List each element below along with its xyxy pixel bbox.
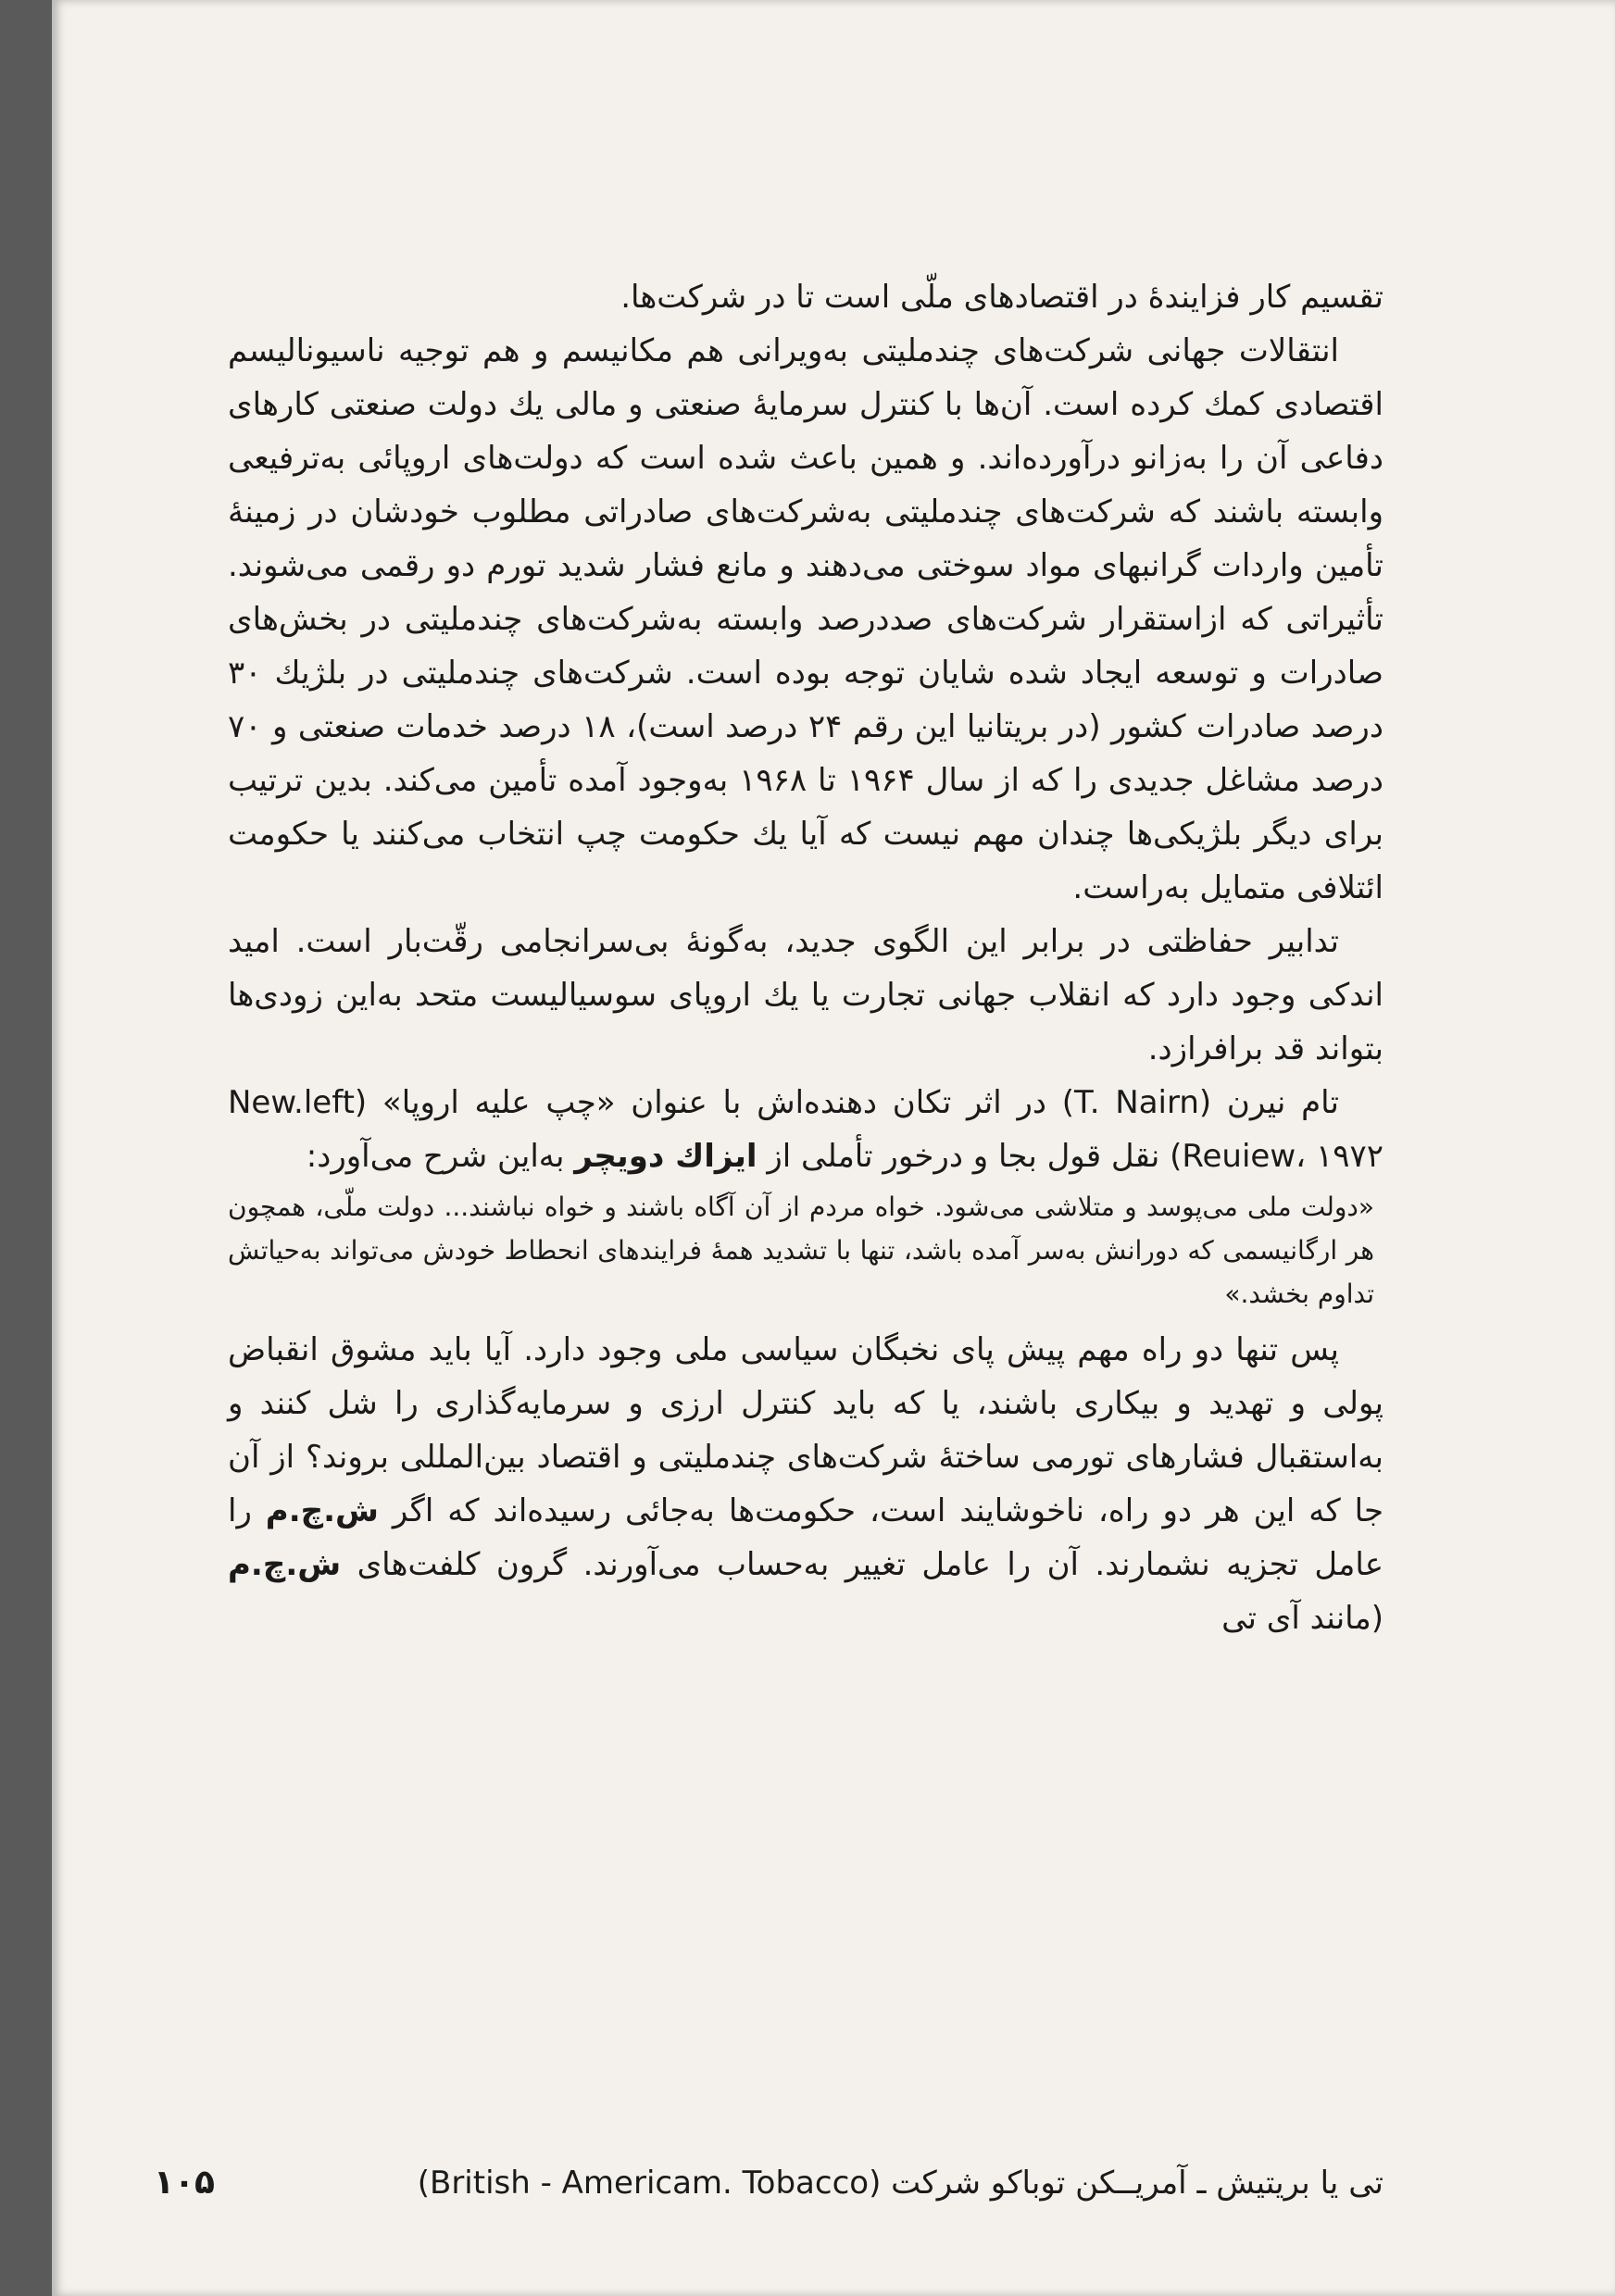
paragraph-4 xyxy=(228,1076,1383,1183)
paragraph-5-part-a: پس تنها دو راه مهم پیش پای نخبگان سیاسی ملی وجود دارد. آیا باید مشوق انقباض پولی و تهدید و بیکاری باشند، یا که باید کنترل ارزی و سرمایه‌گذاری را شل کنند و به‌استقبال فشارهای تورمی ساختهٔ شرکت‌های چندملیتی و اقتصاد بین‌المللی بروند؟ از آن جا که این هر دو راه، ناخوشایند است، حکومت‌ها به‌جائی رسیده‌اند که اگر xyxy=(228,1331,1383,1529)
paragraph-5 xyxy=(228,1323,1383,1645)
quote-text: «دولت ملی می‌پوسد و متلاشی می‌شود. خواه مردم از آن آگاه باشند و خواه نباشند... دولت ملّی، همچون هر ارگانیسمی که دورانش به‌سر آمده باشد، تنها با تشدید همهٔ فرایندهای انحطاط خودش می‌تواند به‌حیاتش تداوم بخشد.» xyxy=(228,1192,1374,1309)
page-number: ۱۰۵ xyxy=(154,2164,215,2202)
book-page xyxy=(52,0,1615,2296)
paragraph-5-part-c: را عامل تجزیه نشمارند. آن را عامل تغییر به‌حساب می‌آورند. گرون کلفت‌های xyxy=(228,1492,1383,1583)
page-body xyxy=(228,270,1383,1645)
paragraph-5-part-e: (مانند آی تی xyxy=(1221,1600,1383,1637)
author-name: ایزاك دویچر xyxy=(574,1138,757,1175)
abbr-1: ش.چ.م xyxy=(265,1492,379,1529)
block-quote xyxy=(228,1185,1383,1316)
paragraph-2: انتقالات جهانی شرکت‌های چندملیتی به‌ویرانی هم مکانیسم و هم توجیه ناسیونالیسم اقتصادی کمك کرده است. آن‌ها با کنترل سرمایهٔ صنعتی و مالی یك دولت صنعتی کارهای دفاعی آن را به‌زانو درآورده‌اند. و همین باعث شده است که دولت‌های اروپائی به‌ترفیعی وابسته باشند که شرکت‌های چندملیتی به‌شرکت‌های صادراتی مطلوب خودشان در زمینهٔ تأمین واردات گرانبهای مواد سوختی می‌دهند و مانع فشار شدید تورم دو رقمی می‌شوند. تأثیراتی که ازاستقرار شرکت‌های صددرصد وابسته به‌شرکت‌های چندملیتی در بخش‌های صادرات و توسعه ایجاد شده شایان توجه بوده است. شرکت‌های چندملیتی در بلژیك ۳۰ درصد صادرات کشور (در بریتانیا این رقم ۲۴ درصد است)، ۱۸ درصد خدمات صنعتی و ۷۰ درصد مشاغل جدیدی را که از سال ۱۹۶۴ تا ۱۹۶۸ به‌وجود آمده تأمین می‌کند. بدین ترتیب برای دیگر بلژیکی‌ها چندان مهم نیست که آیا یك حکومت چپ انتخاب می‌کنند یا حکومت ائتلافی متمایل به‌راست. xyxy=(228,332,1384,906)
page-footer xyxy=(154,2155,1383,2211)
abbr-2: ش.چ.م xyxy=(228,1546,342,1583)
paragraph-4-end: به‌این شرح می‌آورد: xyxy=(306,1138,575,1175)
paragraph-1: تقسیم کار فزایندهٔ در اقتصادهای ملّی است تا در شرکت‌ها. xyxy=(620,279,1383,316)
footer-line: تی یا بریتیش ـ آمریــکن توباکو شرکت (British - Americam. Tobacco) xyxy=(417,2165,1383,2202)
paragraph-3: تدابیر حفاظتی در برابر این الگوی جدید، به‌گونهٔ بی‌سرانجامی رقّت‌بار است. امید اندکی وجود دارد که انقلاب جهانی تجارت یا یك اروپای سوسیالیست متحد به‌این زودی‌ها بتواند قد برافرازد. xyxy=(228,923,1383,1067)
paragraph-4-text: تام نیرن (T. Nairn) در اثر تکان دهنده‌اش با عنوان «چپ علیه اروپا» (New.left Reuiew، ۱۹۷۲) نقل قول بجا و درخور تأملی از xyxy=(228,1084,1383,1175)
